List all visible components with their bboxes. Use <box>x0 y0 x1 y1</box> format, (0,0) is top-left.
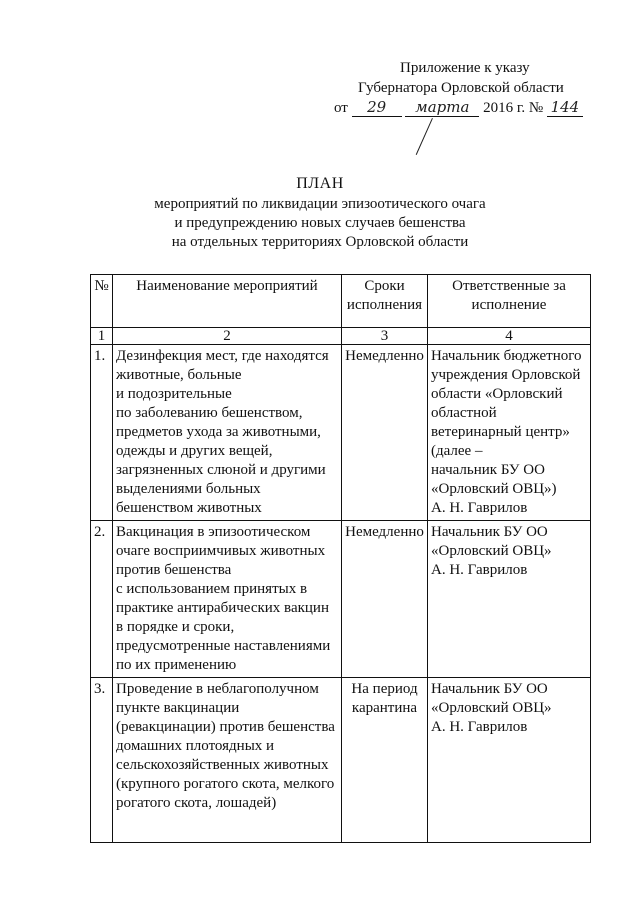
table-row <box>91 678 591 843</box>
handwritten-number: 144 <box>547 98 583 117</box>
appendix-date-line <box>320 98 590 118</box>
column-number-4: 4 <box>428 328 591 345</box>
title-line-3: на отдельных территориях Орловской области <box>171 234 469 250</box>
table-header-row <box>91 275 591 328</box>
title-line-2: и предупреждению новых случаев бешенства <box>174 215 466 231</box>
header-deadline: Сроки исполнения <box>342 275 428 328</box>
appendix-header <box>320 58 590 118</box>
handwritten-month: марта <box>405 98 479 117</box>
row-number: 2. <box>91 521 113 678</box>
column-number-1: 1 <box>91 328 113 345</box>
row-deadline: Немедленно <box>342 345 428 521</box>
row-deadline: Немедленно <box>342 521 428 678</box>
title-heading: ПЛАН <box>296 175 344 192</box>
header-responsible: Ответственные за исполнение <box>428 275 591 328</box>
appendix-line-2: Губернатора Орловской области <box>358 80 564 96</box>
row-number: 3. <box>91 678 113 843</box>
row-measure: Дезинфекция мест, где находятся животные, больные и подозрительные по заболеванию бешенством, предметов ухода за животными, одежды и других вещей, загрязненных слюной и другими выделениями больных бешенством животных <box>113 345 342 521</box>
table-row <box>91 521 591 678</box>
column-number-2: 2 <box>113 328 342 345</box>
handwritten-day: 29 <box>352 98 402 117</box>
column-number-row <box>91 328 591 345</box>
measures-table <box>90 274 591 843</box>
from-label: от <box>334 100 348 116</box>
row-measure: Вакцинация в эпизоотическом очаге восприимчивых животных против бешенства с использованием принятых в практике антирабических вакцин в порядке и сроки, предусмотренные наставлениями по их применению <box>113 521 342 678</box>
title-line-1: мероприятий по ликвидации эпизоотического очага <box>154 196 486 212</box>
signature-stroke <box>416 118 433 155</box>
appendix-line-1: Приложение к указу <box>400 60 530 76</box>
table-row <box>91 345 591 521</box>
row-deadline: На период карантина <box>342 678 428 843</box>
year-and-number-label: 2016 г. № <box>483 100 544 116</box>
row-measure: Проведение в неблагополучном пункте вакцинации (ревакцинации) против бешенства домашних плотоядных и сельскохозяйственных животных (крупного рогатого скота, мелкого рогатого скота, лошадей) <box>113 678 342 843</box>
row-responsible: Начальник БУ ОО «Орловский ОВЦ» А. Н. Гаврилов <box>428 678 591 843</box>
document-title <box>90 174 550 252</box>
header-measure: Наименование мероприятий <box>113 275 342 328</box>
row-responsible: Начальник БУ ОО «Орловский ОВЦ» А. Н. Гаврилов <box>428 521 591 678</box>
column-number-3: 3 <box>342 328 428 345</box>
header-number: № <box>91 275 113 328</box>
row-number: 1. <box>91 345 113 521</box>
row-responsible: Начальник бюджетного учреждения Орловской области «Орловский областной ветеринарный центр» (далее – начальник БУ ОО «Орловский ОВЦ») А. Н. Гаврилов <box>428 345 591 521</box>
